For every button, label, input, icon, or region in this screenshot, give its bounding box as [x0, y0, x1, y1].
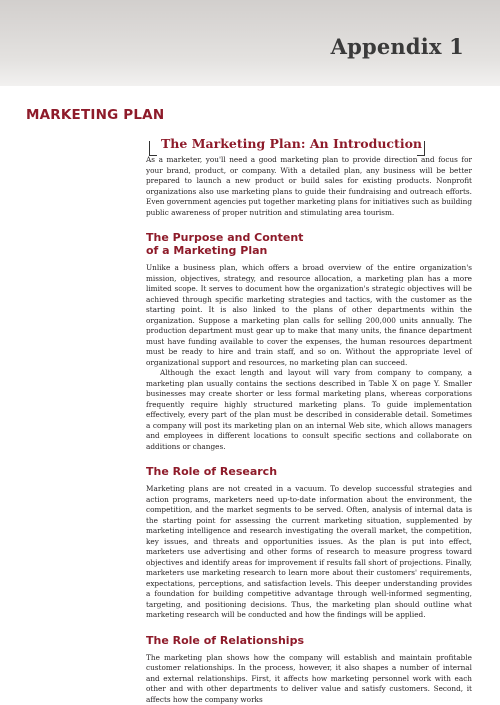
- section-label: MARKETING PLAN: [26, 107, 164, 123]
- purpose-heading-line1: The Purpose and Content: [146, 231, 303, 244]
- main-content: [146, 155, 472, 705]
- page-header-band: [0, 0, 500, 86]
- relationships-paragraph: The marketing plan shows how the company will establish and maintain profitable customer relationships. In the process, however, it also shapes a number of internal and external relationships. First, it affects how marketing personnel work with each other and with other departments to deliver value and satisfy customers. Second, it affects how the company works: [146, 653, 472, 705]
- purpose-heading: [146, 231, 472, 257]
- appendix-title: Appendix 1: [331, 34, 464, 59]
- purpose-paragraph-1: Unlike a business plan, which offers a broad overview of the entire organization's mission, objectives, strategy, and resource allocation, a marketing plan has a more limited scope. It serves to document how the organization's strategic objectives will be achieved through specific marketing strategies and tactics, with the customer as the starting point. It is also linked to the plans of other departments within the organization. Suppose a marketing plan calls for selling 200,000 units annually. The production department must gear up to make that many units, the finance department must have funding available to cover the expenses, the human resources department must be ready to hire and train staff, and so on. Without the appropriate level of organizational support and resources, no marketing plan can succeed.: [146, 263, 472, 368]
- purpose-heading-line2: of a Marketing Plan: [146, 244, 267, 257]
- heading-bracket-right: [417, 141, 425, 156]
- research-paragraph: Marketing plans are not created in a vacuum. To develop successful strategies and action programs, marketers need up-to-date information about the environment, the competition, and the market segments to be served. Often, analysis of internal data is the starting point for assessing the current marketing situation, supplemented by marketing intelligence and research investigating the overall market, the competition, key issues, and threats and opportunities issues. As the plan is put into effect, marketers use advertising and other forms of research to measure progress toward objectives and identify areas for improvement if results fall short of projections. Finally, marketers use marketing research to learn more about their customers' requirements, expectations, perceptions, and satisfaction levels. This deeper understanding provides a foundation for building competitive advantage through well-informed segmenting, targeting, and positioning decisions. Thus, the marketing plan should outline what marketing research will be conducted and how the findings will be applied.: [146, 484, 472, 621]
- research-heading: The Role of Research: [146, 465, 472, 478]
- purpose-paragraph-2: Although the exact length and layout will vary from company to company, a marketing plan usually contains the sections described in Table X on page Y. Smaller businesses may create shorter or less formal marketing plans, whereas corporations frequently require highly structured marketing plans. To guide implementation effectively, every part of the plan must be described in considerable detail. Sometimes a company will post its marketing plan on an internal Web site, which allows managers and employees in different locations to consult specific sections and collaborate on additions or changes.: [146, 368, 472, 452]
- intro-title: The Marketing Plan: An Introduction: [161, 136, 422, 151]
- intro-heading-box: [146, 131, 428, 157]
- relationships-heading: The Role of Relationships: [146, 634, 472, 647]
- intro-paragraph: As a marketer, you'll need a good marketing plan to provide direction and focus for your brand, product, or company. With a detailed plan, any business will be better prepared to launch a new product or build sales for existing products. Nonprofit organizations also use marketing plans to guide their fundraising and outreach efforts. Even government agencies put together marketing plans for initiatives such as building public awareness of proper nutrition and stimulating area tourism.: [146, 155, 472, 218]
- heading-bracket-left: [149, 141, 157, 156]
